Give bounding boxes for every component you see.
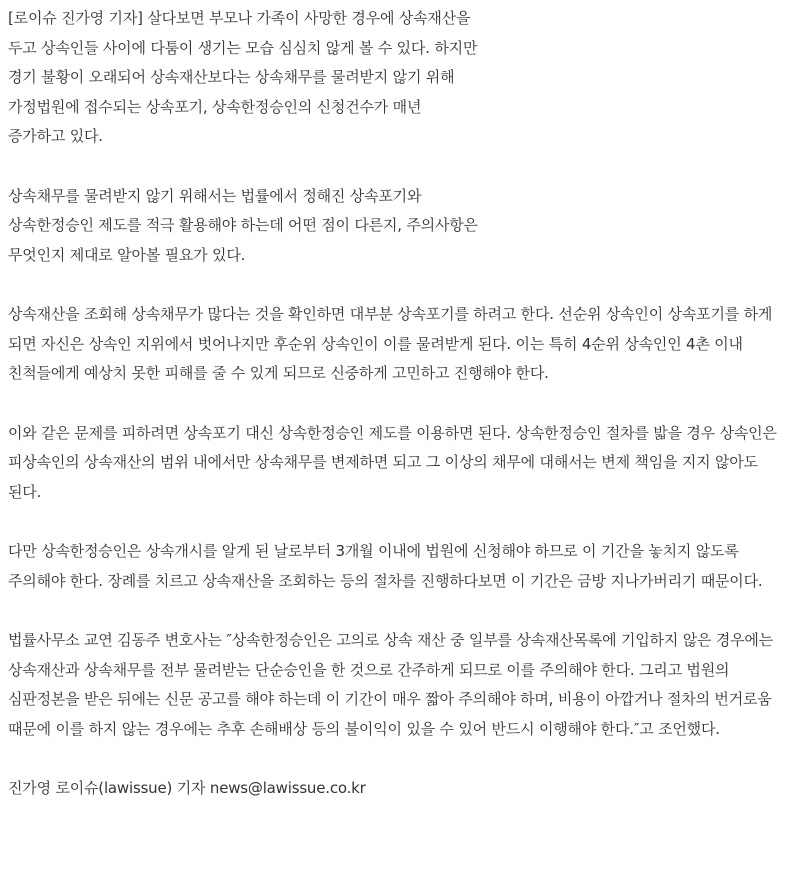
article-paragraph-intro: [로이슈 진가영 기자] 살다보면 부모나 가족이 사망한 경우에 상속재산을 두고 상속인들 사이에 다툼이 생기는 모습 심심치 않게 볼 수 있다. 하지만 경기 불황이 오래되어 상속재산보다는 상속채무를 물려받지 않기 위해 가정법원에 접수되는 상속포기, 상속한정승인의 신청건수가 매년 증가하고 있다. — [8, 9, 478, 145]
article-paragraph-4: 이와 같은 문제를 피하려면 상속포기 대신 상속한정승인 제도를 이용하면 된다. 상속한정승인 절차를 밟을 경우 상속인은 피상속인의 상속재산의 범위 내에서만 상속채무를 변제하면 되고 그 이상의 채무에 대해서는 변제 책임을 지지 않아도 된다. — [8, 423, 777, 501]
article-byline: 진가영 로이슈(lawissue) 기자 news@lawissue.co.kr — [8, 779, 366, 797]
article-paragraph-2: 상속채무를 물려받지 않기 위해서는 법률에서 정해진 상속포기와 상속한정승인 제도를 적극 활용해야 하는데 어떤 점이 다른지, 주의사항은 무엇인지 제대로 알아볼 필요가 있다. — [8, 186, 478, 264]
article-paragraph-quote: 법률사무소 교연 김동주 변호사는 ″상속한정승인은 고의로 상속 재산 중 일부를 상속재산목록에 기입하지 않은 경우에는 상속재산과 상속채무를 전부 물려받는 단순승인을 한 것으로 간주하게 되므로 이를 주의해야 한다. 그리고 법원의 심판정본을 받은 뒤에는 신문 공고를 해야 하는데 이 기간이 매우 짧아 주의해야 하며, 비용이 아깝거나 절차의 번거로움 때문에 이를 하지 않는 경우에는 추후 손해배상 등의 불이익이 있을 수 있어 반드시 이행해야 한다.″고 조언했다. — [8, 631, 774, 738]
article-body — [8, 4, 782, 804]
article-paragraph-5: 다만 상속한정승인은 상속개시를 알게 된 날로부터 3개월 이내에 법원에 신청해야 하므로 이 기간을 놓치지 않도록 주의해야 한다. 장례를 치르고 상속재산을 조회하는 등의 절차를 진행하다보면 이 기간은 금방 지나가버리기 때문이다. — [8, 542, 763, 590]
article-paragraph-3: 상속재산을 조회해 상속채무가 많다는 것을 확인하면 대부분 상속포기를 하려고 한다. 선순위 상속인이 상속포기를 하게 되면 자신은 상속인 지위에서 벗어나지만 후순위 상속인이 이를 물려받게 된다. 이는 특히 4순위 상속인인 4촌 이내 친척들에게 예상치 못한 피해를 줄 수 있게 되므로 신중하게 고민하고 진행해야 한다. — [8, 305, 773, 382]
